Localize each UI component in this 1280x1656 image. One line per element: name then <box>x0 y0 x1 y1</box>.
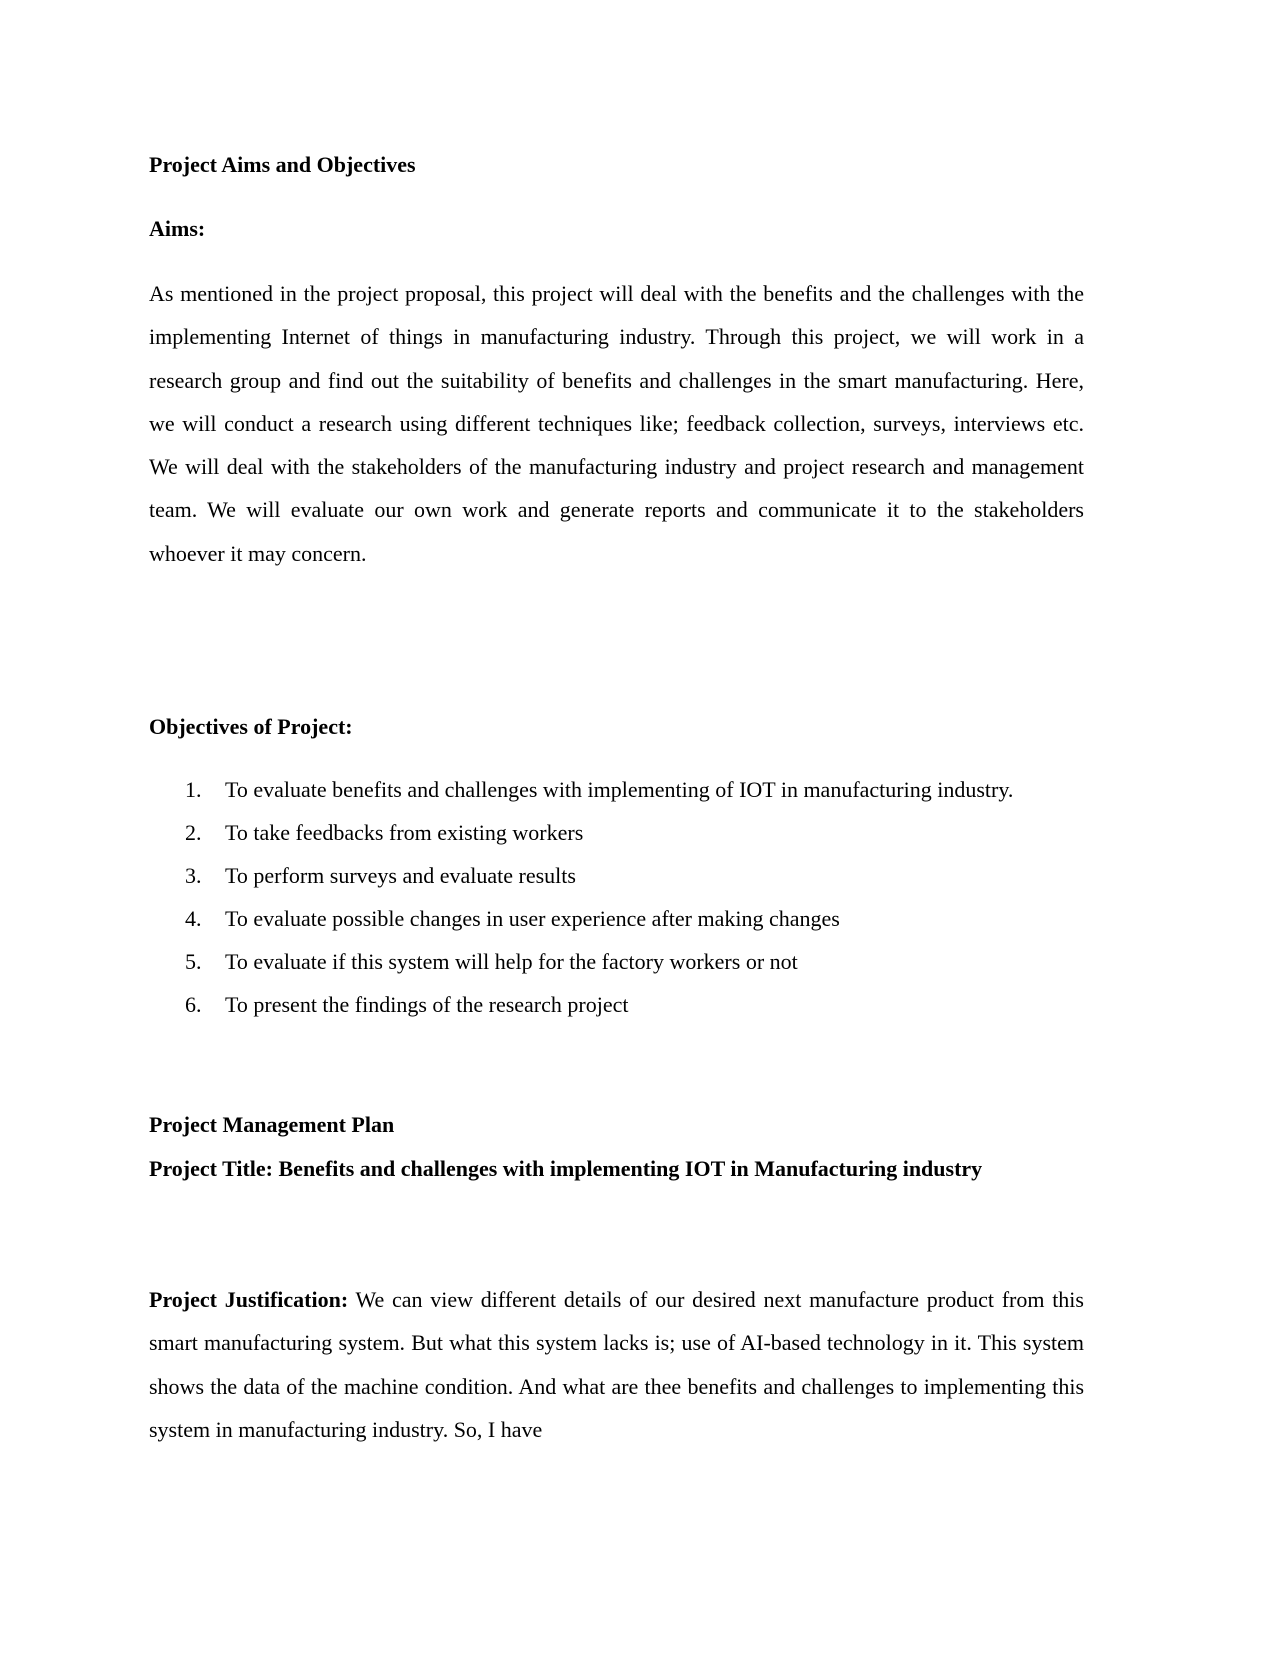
list-number: 2. <box>185 820 202 845</box>
justification-label: Project Justification: <box>149 1287 349 1312</box>
plan-heading: Project Management Plan <box>149 1112 395 1137</box>
justification-text: We can view different details of our desired next manufacture product from this smart manufacturing system. But what this system lacks is; use of AI-based technology in it. This system shows the data of the machine condition. And what are thee benefits and challenges to implementing this system in manufacturing industry. So, I have <box>149 1287 1084 1442</box>
list-item-text: To evaluate possible changes in user experience after making changes <box>225 906 840 931</box>
list-number: 4. <box>185 906 202 931</box>
objectives-heading: Objectives of Project: <box>149 714 353 739</box>
list-number: 1. <box>185 777 202 802</box>
list-number: 5. <box>185 949 202 974</box>
justification-paragraph <box>149 1278 1084 1451</box>
section-title: Project Aims and Objectives <box>149 152 416 177</box>
list-item-text: To perform surveys and evaluate results <box>225 863 576 888</box>
aims-paragraph: As mentioned in the project proposal, this project will deal with the benefits and the challenges with the implementing Internet of things in manufacturing industry. Through this project, we will work in a research group and find out the suitability of benefits and challenges in the smart manufacturing. Here, we will conduct a research using different techniques like; feedback collection, surveys, interviews etc. We will deal with the stakeholders of the manufacturing industry and project research and management team. We will evaluate our own work and generate reports and communicate it to the stakeholders whoever it may concern. <box>149 281 1084 566</box>
list-item <box>149 990 1084 1020</box>
list-item <box>149 947 1084 977</box>
list-number: 6. <box>185 992 202 1017</box>
list-item <box>149 904 1084 934</box>
list-item-text: To present the findings of the research project <box>225 992 629 1017</box>
project-title-line: Project Title: Benefits and challenges with implementing IOT in Manufacturing industry <box>149 1156 983 1181</box>
list-item <box>149 818 1084 848</box>
aims-heading: Aims: <box>149 216 206 241</box>
list-item <box>149 861 1084 891</box>
list-item-text: To take feedbacks from existing workers <box>225 820 584 845</box>
list-number: 3. <box>185 863 202 888</box>
objectives-list <box>149 775 1084 1033</box>
list-item-text: To evaluate benefits and challenges with implementing of IOT in manufacturing industry. <box>225 777 1014 802</box>
list-item <box>149 775 1084 805</box>
list-item-text: To evaluate if this system will help for the factory workers or not <box>225 949 798 974</box>
